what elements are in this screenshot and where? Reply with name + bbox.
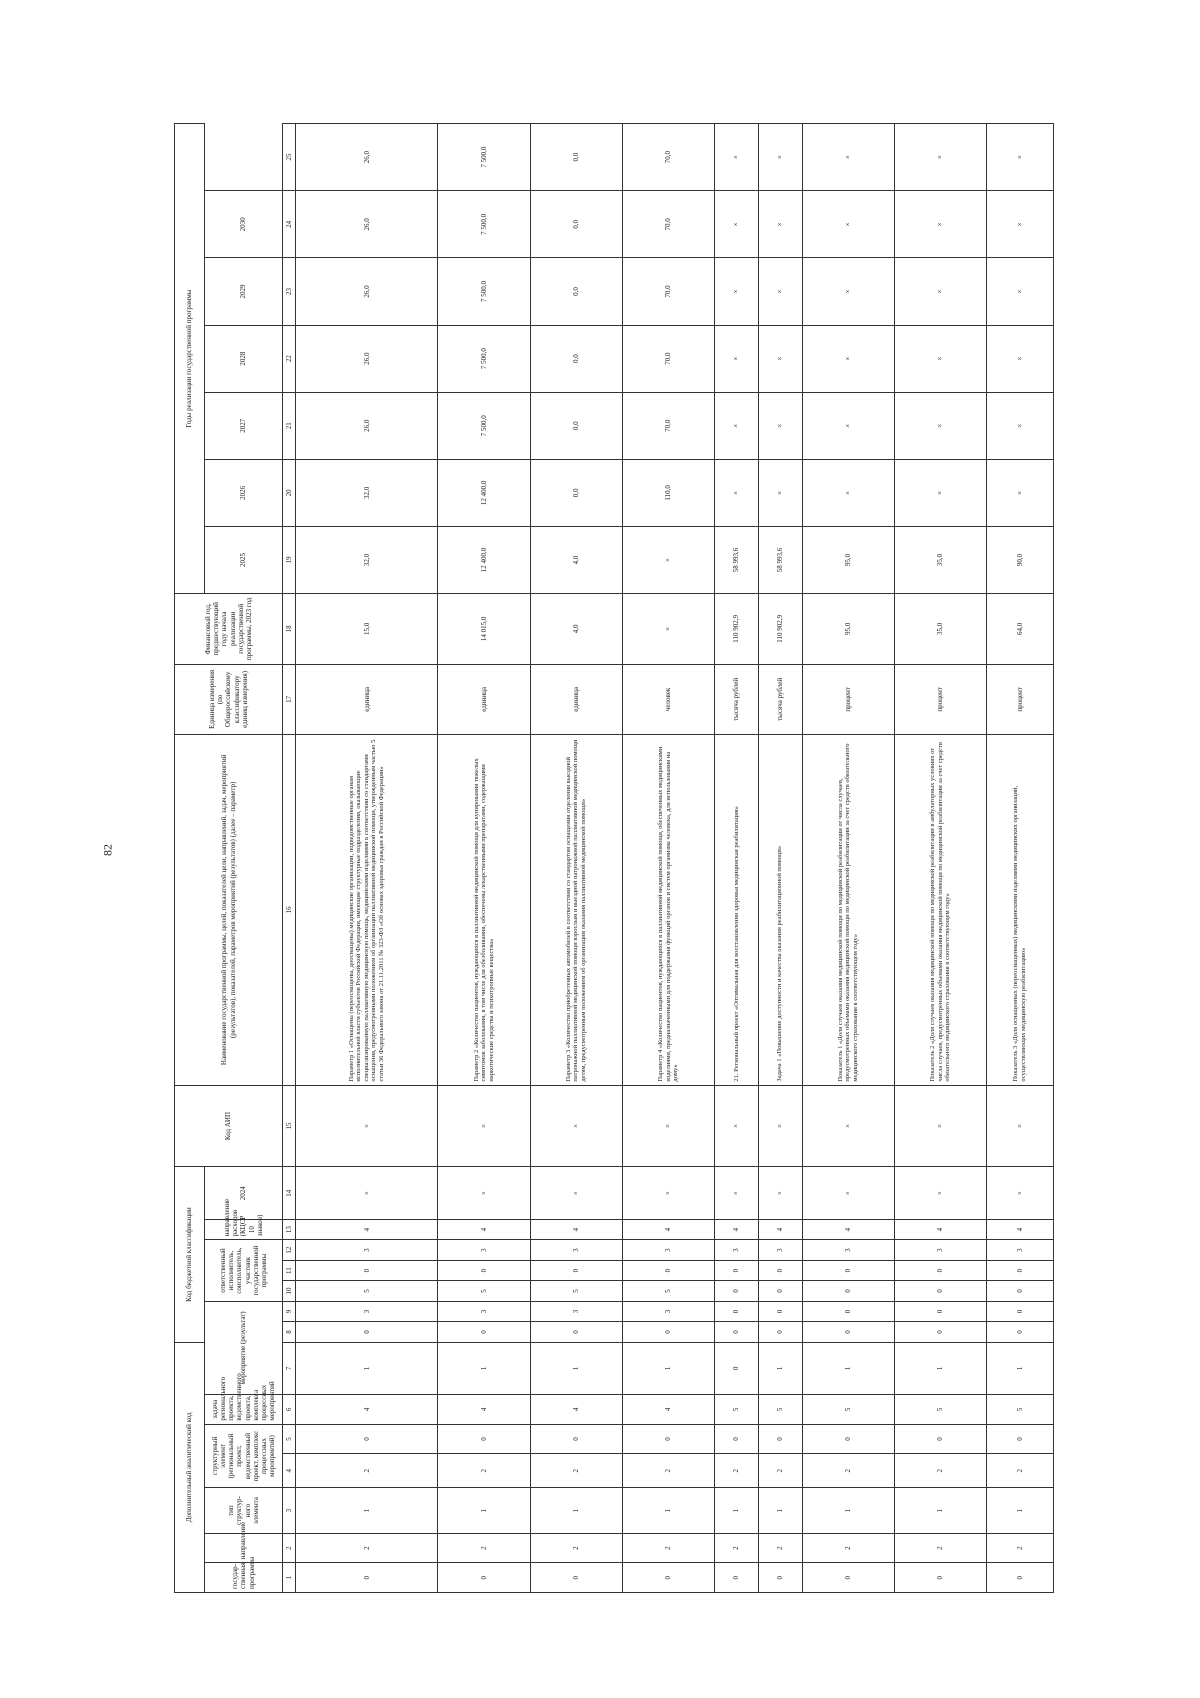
year-value-cell: × xyxy=(986,459,1053,526)
column-index-cell: 3 xyxy=(283,1488,296,1534)
code-cell: × xyxy=(530,1085,622,1167)
code-cell: 0 xyxy=(714,1260,758,1280)
column-index-cell: 25 xyxy=(283,124,296,191)
year-value-cell: × xyxy=(894,258,986,325)
code-cell: 2 xyxy=(758,1533,802,1563)
code-cell: 4 xyxy=(438,1219,530,1239)
item-name-cell: Задача 1 «Повышение доступности и качества оказания реабилитационной помощи» xyxy=(758,735,802,1085)
year-value-cell: × xyxy=(758,325,802,392)
code-cell: 2 xyxy=(714,1454,758,1488)
base-year-value-cell: 110 902,9 xyxy=(758,594,802,665)
year-value-cell: 58 993,6 xyxy=(758,526,802,593)
base-year-value-cell: × xyxy=(622,594,714,665)
code-cell: 0 xyxy=(986,1322,1053,1342)
code-cell: 0 xyxy=(986,1260,1053,1280)
code-cell: 0 xyxy=(758,1301,802,1321)
item-name-cell: 21. Региональный проект «Оптимальная для восстановления здоровья медицинская реабилитация» xyxy=(714,735,758,1085)
code-cell: 4 xyxy=(802,1219,894,1239)
year-2027-header: 2027 xyxy=(205,392,283,459)
code-cell: 5 xyxy=(894,1395,986,1425)
year-value-cell: 70,0 xyxy=(622,325,714,392)
unit-cell: тысяча рублей xyxy=(758,664,802,735)
column-index-cell: 8 xyxy=(283,1322,296,1342)
table-row xyxy=(622,124,714,1593)
code-cell: 2 xyxy=(296,1533,438,1563)
code-cell: 0 xyxy=(894,1301,986,1321)
code-cell: 2 xyxy=(986,1533,1053,1563)
base-year-value-cell: 64,0 xyxy=(986,594,1053,665)
unit-cell: человек xyxy=(622,664,714,735)
code-cell: 0 xyxy=(802,1281,894,1301)
year-value-cell: 90,0 xyxy=(986,526,1053,593)
document-table-rotated xyxy=(174,123,1054,1593)
code-cell: × xyxy=(894,1085,986,1167)
code-cell: 0 xyxy=(986,1424,1053,1454)
item-name-cell: Показатель 1 «Доля случаев оказания медицинской помощи по медицинской реабилитации от числа случаев, предусмотренных объемами оказания медицинской помощи по медицинской реабилитации за счет средств обязательного медицинского страхования в соответствующем году» xyxy=(802,735,894,1085)
code-cell: 2 xyxy=(986,1454,1053,1488)
year-value-cell: 26,0 xyxy=(296,191,438,258)
code-cell: × xyxy=(296,1167,438,1219)
year-value-cell: × xyxy=(894,459,986,526)
column-index-row xyxy=(283,124,296,1593)
column-index-cell: 23 xyxy=(283,258,296,325)
column-index-cell: 6 xyxy=(283,1395,296,1425)
column-index-cell: 7 xyxy=(283,1342,296,1394)
column-index-cell: 20 xyxy=(283,459,296,526)
code-cell: 1 xyxy=(894,1488,986,1534)
code-cell: × xyxy=(622,1167,714,1219)
code-cell: × xyxy=(438,1085,530,1167)
year-value-cell: 110,0 xyxy=(622,459,714,526)
table-row xyxy=(758,124,802,1593)
code-cell: 4 xyxy=(986,1219,1053,1239)
gp-header: государ-ственная программа xyxy=(205,1563,283,1593)
base-year-value-cell: 15,0 xyxy=(296,594,438,665)
year-value-cell: 70,0 xyxy=(622,191,714,258)
base-year-value-cell: 14 015,0 xyxy=(438,594,530,665)
code-cell: 4 xyxy=(296,1395,438,1425)
code-cell: 1 xyxy=(758,1342,802,1394)
unit-cell: процент xyxy=(802,664,894,735)
table-row xyxy=(802,124,894,1593)
code-cell: 0 xyxy=(894,1260,986,1280)
year-value-cell: × xyxy=(714,392,758,459)
year-value-cell: 7 500,0 xyxy=(438,191,530,258)
year-value-cell: 12 400,0 xyxy=(438,526,530,593)
column-index-cell: 10 xyxy=(283,1281,296,1301)
code-cell: × xyxy=(802,1167,894,1219)
event-header: мероприятие (результат) xyxy=(205,1301,283,1394)
column-index-cell: 2 xyxy=(283,1533,296,1563)
table-row xyxy=(714,124,758,1593)
code-cell: 1 xyxy=(622,1342,714,1394)
code-cell: 0 xyxy=(622,1260,714,1280)
code-cell: 0 xyxy=(438,1424,530,1454)
code-cell: 0 xyxy=(530,1563,622,1593)
code-cell: × xyxy=(986,1167,1053,1219)
year-value-cell: × xyxy=(894,124,986,191)
year-value-cell: × xyxy=(986,258,1053,325)
year-2028-header: 2028 xyxy=(205,325,283,392)
code-cell: 0 xyxy=(438,1260,530,1280)
year-value-cell: × xyxy=(622,526,714,593)
code-cell: 1 xyxy=(530,1488,622,1534)
code-cell: 4 xyxy=(530,1219,622,1239)
year-value-cell: 32,0 xyxy=(296,526,438,593)
code-cell: 1 xyxy=(438,1488,530,1534)
code-cell: 2 xyxy=(802,1454,894,1488)
code-cell: 0 xyxy=(714,1424,758,1454)
year-value-cell: × xyxy=(714,191,758,258)
year-value-cell: 35,0 xyxy=(894,526,986,593)
year-value-cell: × xyxy=(986,325,1053,392)
code-cell: 3 xyxy=(758,1240,802,1260)
column-index-cell: 18 xyxy=(283,594,296,665)
code-cell: 0 xyxy=(530,1424,622,1454)
year-value-cell: × xyxy=(802,459,894,526)
code-cell: 3 xyxy=(986,1240,1053,1260)
program-table xyxy=(174,123,1054,1593)
code-cell: 1 xyxy=(986,1342,1053,1394)
code-cell: 0 xyxy=(296,1322,438,1342)
code-cell: 4 xyxy=(714,1219,758,1239)
code-cell: 1 xyxy=(296,1488,438,1534)
code-cell: 2 xyxy=(296,1454,438,1488)
year-2029-header: 2029 xyxy=(205,258,283,325)
year-value-cell: × xyxy=(758,191,802,258)
column-index-cell: 22 xyxy=(283,325,296,392)
year-value-cell: 26,0 xyxy=(296,124,438,191)
budget-code-header: Код бюджетной классификации xyxy=(175,1167,205,1342)
code-cell: × xyxy=(296,1085,438,1167)
year-value-cell: 7 500,0 xyxy=(438,258,530,325)
unit-column-header: Единица измерения (по Общероссийскому классификатору единиц измерения) xyxy=(175,664,283,735)
unit-cell: тысяча рублей xyxy=(714,664,758,735)
code-cell: 5 xyxy=(758,1395,802,1425)
name-column-header: Наименование государственной программы, целей, показателей цели, направлений, задач, мероприятий (результатов), показателей, параметров мероприятий (результатов) (далее – параметр) xyxy=(175,735,283,1085)
year-value-cell: 4,0 xyxy=(530,526,622,593)
base-year-value-cell: 110 902,9 xyxy=(714,594,758,665)
code-cell: 3 xyxy=(622,1301,714,1321)
code-cell: 4 xyxy=(438,1395,530,1425)
code-cell: 0 xyxy=(622,1322,714,1342)
code-cell: 0 xyxy=(758,1563,802,1593)
code-cell: 3 xyxy=(530,1301,622,1321)
code-cell: 0 xyxy=(802,1301,894,1321)
table-row xyxy=(894,124,986,1593)
code-cell: 3 xyxy=(296,1301,438,1321)
code-cell: 0 xyxy=(530,1260,622,1280)
unit-cell: процент xyxy=(986,664,1053,735)
struct-type-header: тип структур-ного элемента xyxy=(205,1488,283,1534)
column-index-cell: 17 xyxy=(283,664,296,735)
code-cell: 3 xyxy=(802,1240,894,1260)
code-cell: 4 xyxy=(758,1219,802,1239)
code-cell: 0 xyxy=(802,1322,894,1342)
code-cell: 0 xyxy=(530,1322,622,1342)
code-cell: × xyxy=(894,1167,986,1219)
year-value-cell: 95,0 xyxy=(802,526,894,593)
base-year-value-cell: 95,0 xyxy=(802,594,894,665)
code-cell: 4 xyxy=(894,1219,986,1239)
code-cell: 5 xyxy=(438,1281,530,1301)
code-cell: 3 xyxy=(894,1240,986,1260)
column-index-cell: 9 xyxy=(283,1301,296,1321)
year-value-cell: × xyxy=(802,325,894,392)
code-cell: 0 xyxy=(894,1563,986,1593)
code-cell: 0 xyxy=(622,1424,714,1454)
year-value-cell: 7 500,0 xyxy=(438,325,530,392)
code-cell: 5 xyxy=(986,1395,1053,1425)
item-name-cell: Параметр 2 «Количество пациентов, нуждающихся в паллиативной медицинской помощи для купирования тяжелых симптомов заболевания, в том числе для обезболивания, обеспечены лекарственными препаратами, содержащими наркотические средства и психотропные вещества» xyxy=(438,735,530,1085)
code-cell: 0 xyxy=(438,1563,530,1593)
code-cell: 5 xyxy=(714,1395,758,1425)
column-index-cell: 16 xyxy=(283,735,296,1085)
code-cell: 1 xyxy=(714,1488,758,1534)
code-cell: × xyxy=(986,1085,1053,1167)
year-2030-header: 2030 xyxy=(205,191,283,258)
year-value-cell: × xyxy=(894,325,986,392)
code-cell: 0 xyxy=(894,1281,986,1301)
year-value-cell: 0,0 xyxy=(530,191,622,258)
code-cell: 3 xyxy=(438,1240,530,1260)
column-index-cell: 21 xyxy=(283,392,296,459)
direction-header: направление xyxy=(205,1533,283,1563)
year-value-cell: × xyxy=(802,124,894,191)
code-cell: 0 xyxy=(758,1424,802,1454)
code-cell: 0 xyxy=(986,1563,1053,1593)
code-cell: 2 xyxy=(438,1454,530,1488)
code-cell: 0 xyxy=(758,1281,802,1301)
code-cell: 2 xyxy=(530,1454,622,1488)
code-cell: 1 xyxy=(296,1342,438,1394)
table-row xyxy=(438,124,530,1593)
item-name-cell: Показатель 3 «Доля оснащенных (переоснащенных) медицинскими изделиями медицинских организаций, осуществляющих медицинскую реабилитацию» xyxy=(986,735,1053,1085)
code-cell: × xyxy=(802,1085,894,1167)
column-index-cell: 12 xyxy=(283,1240,296,1260)
code-cell: 0 xyxy=(758,1322,802,1342)
code-cell: 3 xyxy=(622,1240,714,1260)
code-cell: 5 xyxy=(530,1281,622,1301)
code-cell: 0 xyxy=(986,1281,1053,1301)
code-cell: 0 xyxy=(802,1260,894,1280)
code-cell: 3 xyxy=(438,1301,530,1321)
dop-code-header: Дополнительный аналитический код xyxy=(175,1342,205,1592)
code-cell: 4 xyxy=(622,1395,714,1425)
code-cell: 2 xyxy=(758,1454,802,1488)
code-cell: × xyxy=(530,1167,622,1219)
year-value-cell: 32,0 xyxy=(296,459,438,526)
base-year-value-cell: 35,0 xyxy=(894,594,986,665)
code-cell: 2 xyxy=(714,1533,758,1563)
year-value-cell: 26,0 xyxy=(296,392,438,459)
year-value-cell: × xyxy=(714,124,758,191)
unit-cell: единица xyxy=(530,664,622,735)
code-cell: 4 xyxy=(296,1219,438,1239)
code-cell: 1 xyxy=(894,1342,986,1394)
column-index-cell: 24 xyxy=(283,191,296,258)
year-value-cell: 0,0 xyxy=(530,124,622,191)
item-name-cell: Параметр 4 «Количество пациентов, нуждающихся в паллиативной медицинской помощи, обеспеченных медицинскими изделиями, предназначенными для поддержания функций органов и систем организма человека, для использования на дому» xyxy=(622,735,714,1085)
column-index-cell: 14 xyxy=(283,1167,296,1219)
table-body xyxy=(296,124,1054,1593)
years-group-header: Годы реализации государственной программы xyxy=(175,124,205,594)
code-cell: 1 xyxy=(802,1488,894,1534)
unit-cell: процент xyxy=(894,664,986,735)
code-cell: 0 xyxy=(714,1281,758,1301)
year-value-cell: 0,0 xyxy=(530,459,622,526)
year-value-cell: × xyxy=(758,124,802,191)
year-value-cell: × xyxy=(986,392,1053,459)
code-cell: 0 xyxy=(622,1563,714,1593)
year-value-cell: 12 400,0 xyxy=(438,459,530,526)
column-index-cell: 4 xyxy=(283,1454,296,1488)
code-cell: 0 xyxy=(802,1563,894,1593)
year-value-cell: × xyxy=(714,459,758,526)
code-cell: 1 xyxy=(622,1488,714,1534)
code-cell: 2 xyxy=(622,1454,714,1488)
code-cell: 0 xyxy=(296,1563,438,1593)
expense-header: направление расходов (КЦСР 10 знаков) xyxy=(205,1219,283,1239)
year-value-cell: 70,0 xyxy=(622,124,714,191)
year-value-cell: 26,0 xyxy=(296,258,438,325)
code-cell: 1 xyxy=(986,1488,1053,1534)
year-value-cell: × xyxy=(714,325,758,392)
table-row xyxy=(530,124,622,1593)
code-cell: 2 xyxy=(894,1454,986,1488)
year-2026-header: 2026 xyxy=(205,459,283,526)
executor-header: ответственный исполнитель, соисполнитель, участник государственной программы xyxy=(205,1240,283,1301)
code-cell: 0 xyxy=(986,1301,1053,1321)
code-cell: 5 xyxy=(622,1281,714,1301)
code-cell: × xyxy=(438,1167,530,1219)
code-cell: 1 xyxy=(438,1342,530,1394)
code-cell: 2 xyxy=(438,1533,530,1563)
year-value-cell: 26,0 xyxy=(296,325,438,392)
year-value-cell: × xyxy=(714,258,758,325)
aip-code-header: Код АИП xyxy=(175,1085,283,1167)
code-cell: 0 xyxy=(894,1424,986,1454)
column-index-cell: 1 xyxy=(283,1563,296,1593)
code-cell: 0 xyxy=(296,1260,438,1280)
base-year-value-cell: 4,0 xyxy=(530,594,622,665)
year-2025-header: 2025 xyxy=(205,526,283,593)
unit-cell: единица xyxy=(296,664,438,735)
table-row xyxy=(296,124,438,1593)
year-value-cell: × xyxy=(802,191,894,258)
year-value-cell: 70,0 xyxy=(622,258,714,325)
code-cell: × xyxy=(758,1085,802,1167)
year-value-cell: × xyxy=(758,392,802,459)
year-value-cell: 0,0 xyxy=(530,392,622,459)
code-cell: 1 xyxy=(802,1342,894,1394)
code-cell: 0 xyxy=(714,1301,758,1321)
code-cell: 3 xyxy=(296,1240,438,1260)
item-name-cell: Параметр 1 «Оснащены (переоснащены, дооснащены) медицинские организации, подведомственные органам исполнительной власти субъектов Российской Федерации, имеющие структурные подразделения, оказывающие специализированную паллиативную медицинскую помощь, медицинскими изделиями в соответствии со стандартами оснащения, предусмотренными положением об организации паллиативной медицинской помощи, утвержденным частью 5 статьи 36 Федерального закона от 21.11.2011 № 323-ФЗ «Об основах здоровья граждан в Российской Федерации» xyxy=(296,735,438,1085)
year-value-cell: 0,0 xyxy=(530,258,622,325)
task-header: задача регионального проекта, ведомственного проекта, комплекса процессных мероприятий xyxy=(205,1395,283,1425)
year-2024-header: 2024 xyxy=(205,1167,283,1219)
column-index-cell: 19 xyxy=(283,526,296,593)
code-cell: × xyxy=(758,1167,802,1219)
base-year-column-header: Финансовый год, предшествующий году начала реализации государственной программы, 2023 год xyxy=(175,594,283,665)
code-cell: 0 xyxy=(714,1563,758,1593)
struct-element-header: структурный элемент (региональный проект, ведомственный проект, комплекс процессных мероприятий) xyxy=(205,1424,283,1488)
item-name-cell: Показатель 2 «Доля случаев оказания медицинской помощи по медицинской реабилитации в амбулаторных условиях от числа случаев, предусмотренных объемами оказания медицинской помощи по медицинской реабилитации за счет средств обязательного медицинского страхования в соответствующем году» xyxy=(894,735,986,1085)
year-value-cell: × xyxy=(986,191,1053,258)
year-value-cell: 7 500,0 xyxy=(438,392,530,459)
code-cell: 3 xyxy=(530,1240,622,1260)
unit-cell: единица xyxy=(438,664,530,735)
column-index-cell: 5 xyxy=(283,1424,296,1454)
year-value-cell: 7 500,0 xyxy=(438,124,530,191)
code-cell: × xyxy=(714,1085,758,1167)
item-name-cell: Параметр 3 «Количество приобретенных автомобилей в соответствии со стандартом оснащения отделения выездной патронажной паллиативной медицинской помощи взрослым и выездной патронажной паллиативной медицинской помощи детям, предусмотренным положением об организации оказания паллиативной медицинской помощи» xyxy=(530,735,622,1085)
code-cell: × xyxy=(714,1167,758,1219)
year-value-cell: × xyxy=(758,258,802,325)
code-cell: 5 xyxy=(296,1281,438,1301)
code-cell: 2 xyxy=(894,1533,986,1563)
code-cell: 3 xyxy=(714,1240,758,1260)
year-value-cell: 70,0 xyxy=(622,392,714,459)
code-cell: 4 xyxy=(622,1219,714,1239)
year-value-cell: × xyxy=(894,191,986,258)
code-cell: 0 xyxy=(758,1260,802,1280)
year-value-cell: × xyxy=(758,459,802,526)
year-value-cell: × xyxy=(802,392,894,459)
table-row xyxy=(986,124,1053,1593)
year-value-cell: × xyxy=(894,392,986,459)
column-index-cell: 15 xyxy=(283,1085,296,1167)
code-cell: 0 xyxy=(802,1424,894,1454)
code-cell: 5 xyxy=(802,1395,894,1425)
column-index-cell: 13 xyxy=(283,1219,296,1239)
code-cell: 1 xyxy=(758,1488,802,1534)
code-cell: × xyxy=(622,1085,714,1167)
code-cell: 0 xyxy=(296,1424,438,1454)
code-cell: 2 xyxy=(530,1533,622,1563)
year-value-cell: 58 993,6 xyxy=(714,526,758,593)
code-cell: 2 xyxy=(622,1533,714,1563)
page-number: 82 xyxy=(100,844,115,856)
code-cell: 0 xyxy=(714,1322,758,1342)
year-value-cell: × xyxy=(986,124,1053,191)
column-index-cell: 11 xyxy=(283,1260,296,1280)
code-cell: 1 xyxy=(530,1342,622,1394)
code-cell: 4 xyxy=(530,1395,622,1425)
code-cell: 0 xyxy=(714,1342,758,1394)
year-value-cell: × xyxy=(802,258,894,325)
code-cell: 2 xyxy=(802,1533,894,1563)
code-cell: 0 xyxy=(894,1322,986,1342)
year-value-cell: 0,0 xyxy=(530,325,622,392)
code-cell: 0 xyxy=(438,1322,530,1342)
